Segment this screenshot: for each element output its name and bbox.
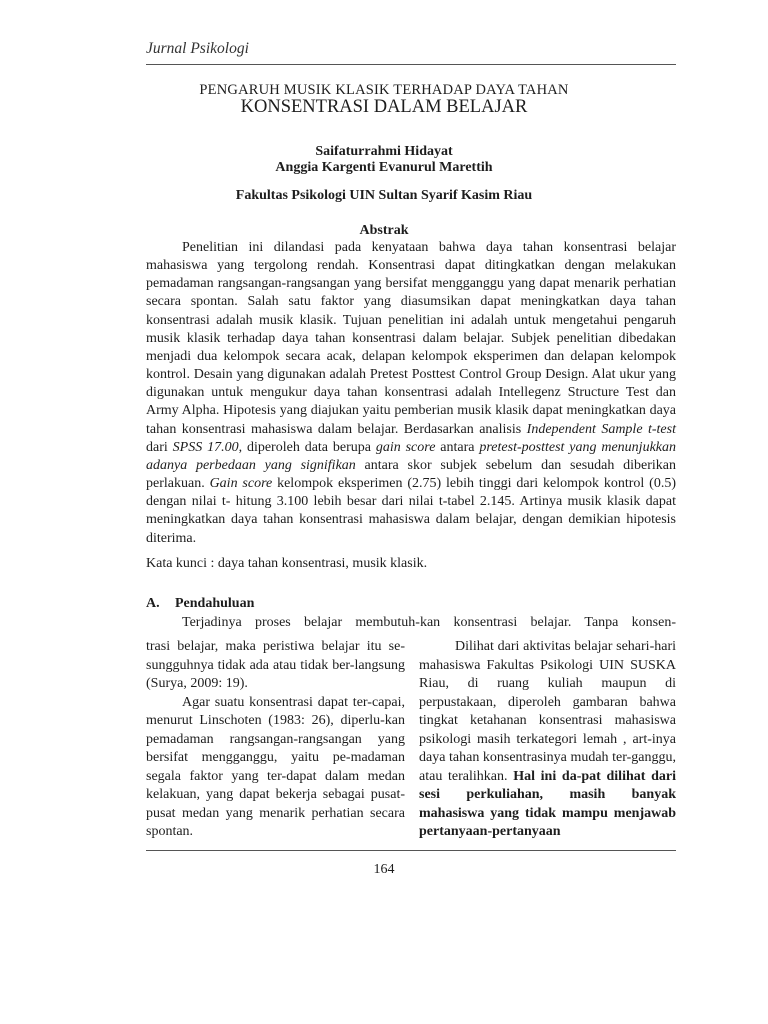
abstract-italic-4: pretest-posttest yang menunjukkan adanya perbedaan yang signifikan [146,439,677,473]
abstract-italic-3: gain score [375,439,436,455]
author-1: Saifaturrahmi Hidayat [315,144,453,159]
section-heading [146,596,254,612]
section-number: A. [146,596,160,611]
abstract-italic-5: Gain score [209,476,273,492]
section-title: Pendahuluan [175,596,255,611]
affiliation: Fakultas Psikologi UIN Sultan Syarif Kasim Riau [235,188,533,203]
right-column [419,638,676,842]
right-paragraph-1: Dilihat dari aktivitas belajar sehari-hari mahasiswa Fakultas Psikologi UIN SUSKA Riau, di ruang kuliah maupun di perpustakaan, diperoleh gambaran bahwa tingkat ketahanan konsentrasi mahasiswa psikologi masih terkategori lemah , art-inya daya tahan konsentrasinya mudah ter-ganggu, atau teralihkan. Hal ini da-pat dilihat dari sesi perkuliahan, masih banyak mahasiswa yang tidak mampu menjawab pertanyaan-pertanyaan [419,639,676,839]
left-paragraph-2: Agar suatu konsentrasi dapat ter-capai, menurut Linschoten (1983: 26), diperlu-kan pemadaman rangsangan-rangsangan yang bersifat mengganggu, yaitu pe-madaman segala faktor yang ter-dapat dalam medan kelakuan, yang dapat bekerja sebagai pusat-pusat medan yang menarik perhatian secara spontan. [146,694,405,839]
keywords: Kata kunci : daya tahan konsentrasi, musik klasik. [146,556,428,571]
right-bold-text: Hal ini da-pat dilihat dari sesi perkuliahan, masih banyak mahasiswa yang tidak mampu menjawab pertanyaan-pertanyaan [419,768,676,839]
page-number: 164 [373,862,395,877]
left-column [146,638,405,842]
header-rule [146,64,676,65]
intro-first-line: Terjadinya proses belajar membutuh-kan konsentrasi belajar. Tanpa konsen- [182,615,676,630]
footer-rule [146,850,676,851]
abstract-italic-1: Independent Sample t-test [526,421,676,437]
abstract-heading: Abstrak [359,223,409,238]
paper-title-line1: PENGARUH MUSIK KLASIK TERHADAP DAYA TAHAN [199,82,569,98]
journal-name: Jurnal Psikologi [146,40,249,57]
abstract-italic-2: SPSS 17.00 [172,439,239,455]
author-2: Anggia Kargenti Evanurul Marettih [275,160,493,175]
left-paragraph-1: trasi belajar, maka peristiwa belajar itu se-sungguhnya tidak ada atau tidak ber-langsung (Surya, 2009: 19). [146,639,405,691]
paper-title-line2: KONSENTRASI DALAM BELAJAR [240,97,528,117]
abstract-body: Penelitian ini dilandasi pada kenyataan bahwa daya tahan konsentrasi belajar mahasiswa yang tergolong rendah. Konsentrasi dapat ditingkatkan dengan melakukan pemadaman rangsangan-rangsangan yang bersifat mengganggu yang dapat menarik perhatian secara spontan. Salah satu faktor yang diasumsikan dapat meningkatkan daya tahan konsentrasi adalah musik klasik. Tujuan penelitian ini adalah untuk mengetahui pengaruh musik klasik terhadap daya tahan konsentrasi dalam belajar. Subjek penelitian dibedakan menjadi dua kelompok secara acak, delapan kelompok eksperimen dan delapan kelompok kontrol. Desain yang digunakan adalah Pretest Posttest Control Group Design. Alat ukur yang digunakan untuk mengukur daya tahan konsentrasi adalah Intellegenz Structure Test dan Army Alpha. Hipotesis yang diajukan yaitu pemberian musik klasik dapat meningkatkan daya tahan konsentrasi mahasiswa dalam belajar. Berdasarkan analisis Independent Sample t-test dari SPSS 17.00, diperoleh data berupa gain score antara pretest-posttest yang menunjukkan adanya perbedaan yang signifikan antara skor subjek sebelum dan sesudah diberikan perlakuan. Gain score kelompok eksperimen (2.75) lebih tinggi dari kelompok kontrol (0.5) dengan nilai t- hitung 3.100 lebih besar dari nilai t-tabel 2.145. Artinya musik klasik dapat meningkatkan daya tahan konsentrasi mahasiswa dalam belajar, dengan demikian hipotesis diterima. [146,240,677,546]
